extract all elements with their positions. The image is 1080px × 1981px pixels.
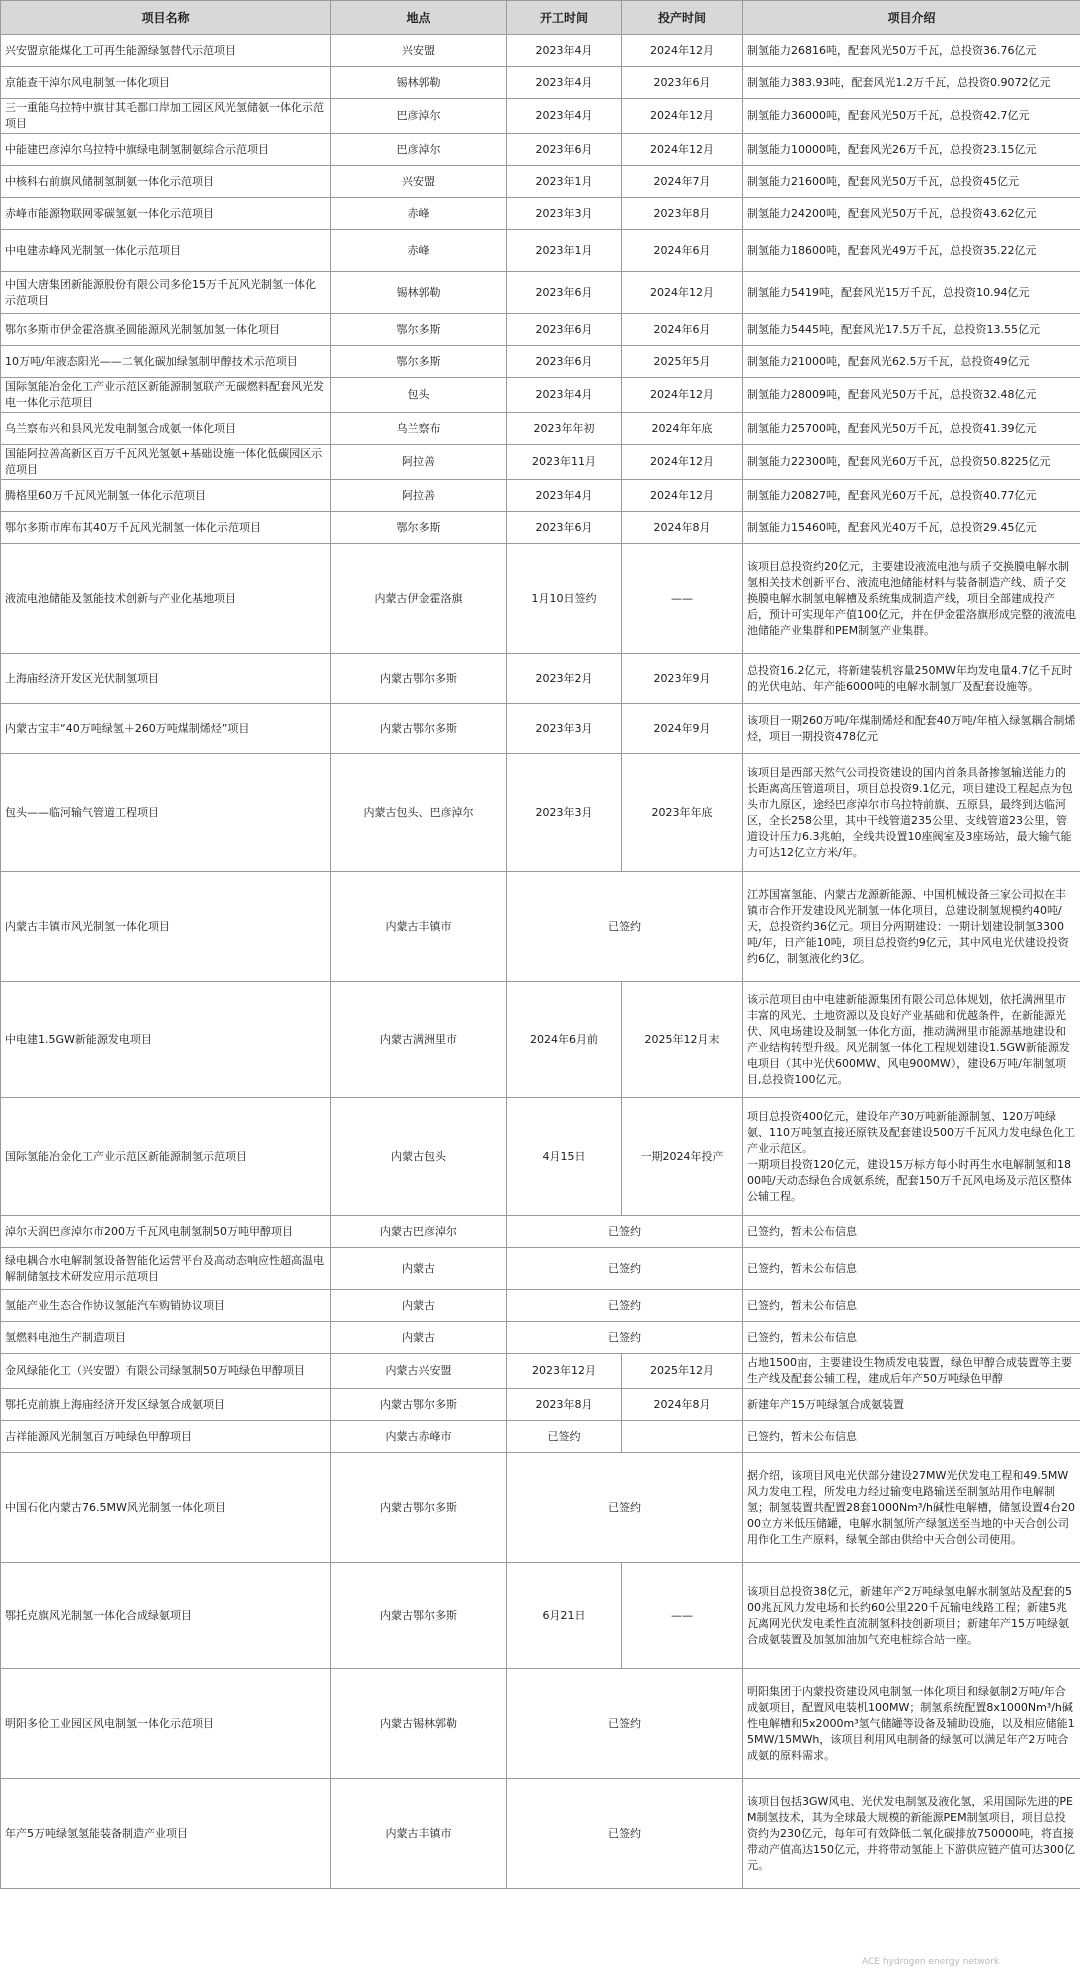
- table-row: [1, 230, 1080, 272]
- cell-status-merged: 已签约: [507, 1248, 743, 1290]
- table-row: [1, 1354, 1080, 1389]
- table-row: [1, 704, 1080, 754]
- cell-project-name: 腾格里60万千瓦风光制氢一体化示范项目: [1, 480, 331, 512]
- cell-project-name: 三一重能乌拉特中旗甘其毛都口岸加工园区风光氢储氨一体化示范项目: [1, 99, 331, 134]
- cell-start-time: 2023年6月: [507, 272, 622, 314]
- cell-production-time: 2024年12月: [622, 480, 743, 512]
- cell-start-time: 2023年11月: [507, 445, 622, 480]
- cell-location: 内蒙古: [331, 1290, 507, 1322]
- cell-start-time: 2023年8月: [507, 1389, 622, 1421]
- cell-project-name: 绿电耦合水电解制氢设备智能化运营平台及高动态响应性超高温电解制储氢技术研发应用示范项目: [1, 1248, 331, 1290]
- cell-location: 内蒙古丰镇市: [331, 872, 507, 982]
- table-row: [1, 445, 1080, 480]
- cell-project-intro: 制氢能力25700吨，配套风光50万千瓦，总投资41.39亿元: [743, 413, 1080, 445]
- cell-production-time: 2024年年底: [622, 413, 743, 445]
- cell-location: 内蒙古锡林郭勒: [331, 1669, 507, 1779]
- table-row: [1, 1322, 1080, 1354]
- table-row: [1, 1248, 1080, 1290]
- cell-project-name: 乌兰察布兴和县风光发电制氢合成氨一体化项目: [1, 413, 331, 445]
- cell-location: 内蒙古鄂尔多斯: [331, 1563, 507, 1669]
- cell-location: 包头: [331, 378, 507, 413]
- cell-project-name: 内蒙古丰镇市风光制氢一体化项目: [1, 872, 331, 982]
- cell-production-time: 2025年12月: [622, 1354, 743, 1389]
- cell-production-time: 2024年12月: [622, 134, 743, 166]
- cell-start-time: 2023年4月: [507, 35, 622, 67]
- cell-production-time: 2023年年底: [622, 754, 743, 872]
- cell-production-time: 2024年12月: [622, 272, 743, 314]
- table-row: [1, 1421, 1080, 1453]
- cell-project-intro: 制氢能力20827吨，配套风光60万千瓦，总投资40.77亿元: [743, 480, 1080, 512]
- cell-start-time: 2024年6月前: [507, 982, 622, 1098]
- cell-location: 内蒙古兴安盟: [331, 1354, 507, 1389]
- cell-location: 内蒙古: [331, 1248, 507, 1290]
- header-project-name: 项目名称: [1, 1, 331, 35]
- cell-start-time: 2023年6月: [507, 134, 622, 166]
- cell-location: 内蒙古包头、巴彦淖尔: [331, 754, 507, 872]
- cell-production-time: 2024年6月: [622, 314, 743, 346]
- cell-project-intro: 该项目是西部天然气公司投资建设的国内首条具备掺氢输送能力的长距离高压管道项目，项目总投资9.1亿元，项目建设工程起点为包头市九原区，途经巴彦淖尔市乌拉特前旗、五原县，最终到达临河区，全长258公里，其中干线管道235公里、支线管道23公里，管道设计压力6.3兆帕，全线共设置10座阀室及3座场站，最大输气能力可达12亿立方米/年。: [743, 754, 1080, 872]
- cell-start-time: 6月21日: [507, 1563, 622, 1669]
- cell-production-time: 2024年12月: [622, 35, 743, 67]
- cell-project-name: 氢能产业生态合作协议氢能汽车购销协议项目: [1, 1290, 331, 1322]
- table-row: [1, 67, 1080, 99]
- cell-project-intro: 制氢能力383.93吨，配套风光1.2万千瓦，总投资0.9072亿元: [743, 67, 1080, 99]
- cell-project-name: 鄂尔多斯市伊金霍洛旗圣圆能源风光制氢加氢一体化项目: [1, 314, 331, 346]
- table-row: [1, 872, 1080, 982]
- cell-start-time: 2023年6月: [507, 512, 622, 544]
- cell-project-intro: 项目总投资400亿元，建设年产30万吨新能源制氢、120万吨绿氨、110万吨氢直接还原铁及配套建设500万千瓦风力发电绿色化工产业示范区。 一期项目投资120亿元，建设15万标方每小时再生水电解制氢和1800吨/天动态绿色合成氨系统，配套150万千瓦风电场及示范区整体公辅工程。: [743, 1098, 1080, 1216]
- cell-production-time: 2024年7月: [622, 166, 743, 198]
- cell-location: 阿拉善: [331, 480, 507, 512]
- cell-start-time: 2023年1月: [507, 166, 622, 198]
- header-location: 地点: [331, 1, 507, 35]
- table-row: [1, 378, 1080, 413]
- table-row: [1, 1216, 1080, 1248]
- cell-start-time: 1月10日签约: [507, 544, 622, 654]
- cell-project-intro: 江苏国富氢能、内蒙古龙源新能源、中国机械设备三家公司拟在丰镇市合作开发建设风光制氢一体化项目，总建设制氢规模约40吨/天，总投资约36亿元。项目分两期建设：一期计划建设制氢3300吨/年，日产能10吨，项目总投资约9亿元，其中风电光伏建设投资约6亿，制氢液化约3亿。: [743, 872, 1080, 982]
- cell-production-time: ——: [622, 1563, 743, 1669]
- cell-project-intro: 制氢能力24200吨，配套风光50万千瓦，总投资43.62亿元: [743, 198, 1080, 230]
- cell-location: 鄂尔多斯: [331, 314, 507, 346]
- cell-production-time: 2024年8月: [622, 512, 743, 544]
- cell-project-name: 金风绿能化工（兴安盟）有限公司绿氢制50万吨绿色甲醇项目: [1, 1354, 331, 1389]
- watermark: ACE hydrogen energy network: [862, 1957, 1000, 1967]
- cell-production-time: ——: [622, 544, 743, 654]
- table-body: [1, 35, 1080, 1889]
- table-row: [1, 166, 1080, 198]
- table-row: [1, 754, 1080, 872]
- table-row: [1, 272, 1080, 314]
- cell-location: 鄂尔多斯: [331, 346, 507, 378]
- cell-project-name: 国际氢能冶金化工产业示范区新能源制氢联产无碳燃料配套风光发电一体化示范项目: [1, 378, 331, 413]
- cell-project-intro: 制氢能力5419吨，配套风光15万千瓦，总投资10.94亿元: [743, 272, 1080, 314]
- cell-location: 内蒙古满洲里市: [331, 982, 507, 1098]
- cell-project-intro: 制氢能力26816吨，配套风光50万千瓦，总投资36.76亿元: [743, 35, 1080, 67]
- cell-project-intro: 该项目总投资38亿元，新建年产2万吨绿氢电解水制氢站及配套的500兆瓦风力发电场和长约60公里220千瓦输电线路工程；新建5兆瓦离网光伏发电柔性直流制氢科技创新项目；新建年产15万吨绿氨合成氨装置及加氢加油加气充电桩综合站一座。: [743, 1563, 1080, 1669]
- cell-location: 内蒙古巴彦淖尔: [331, 1216, 507, 1248]
- cell-project-name: 鄂托克旗风光制氢一体化合成绿氨项目: [1, 1563, 331, 1669]
- cell-project-intro: 已签约，暂未公布信息: [743, 1290, 1080, 1322]
- cell-location: 锡林郭勒: [331, 272, 507, 314]
- cell-location: 内蒙古鄂尔多斯: [331, 1389, 507, 1421]
- cell-location: 锡林郭勒: [331, 67, 507, 99]
- cell-location: 内蒙古鄂尔多斯: [331, 1453, 507, 1563]
- cell-location: 兴安盟: [331, 166, 507, 198]
- cell-project-intro: 新建年产15万吨绿氢合成氨装置: [743, 1389, 1080, 1421]
- table-row: [1, 1669, 1080, 1779]
- table-row: [1, 198, 1080, 230]
- cell-project-intro: 制氢能力22300吨，配套风光60万千瓦，总投资50.8225亿元: [743, 445, 1080, 480]
- cell-location: 巴彦淖尔: [331, 134, 507, 166]
- cell-project-name: 鄂托克前旗上海庙经济开发区绿氢合成氨项目: [1, 1389, 331, 1421]
- cell-start-time: 2023年6月: [507, 346, 622, 378]
- header-project-intro: 项目介绍: [743, 1, 1080, 35]
- cell-production-time: 2023年6月: [622, 67, 743, 99]
- cell-production-time: 2024年12月: [622, 378, 743, 413]
- cell-location: 内蒙古丰镇市: [331, 1779, 507, 1889]
- cell-status-merged: 已签约: [507, 1669, 743, 1779]
- cell-project-intro: 制氢能力18600吨，配套风光49万千瓦，总投资35.22亿元: [743, 230, 1080, 272]
- cell-production-time: 一期2024年投产: [622, 1098, 743, 1216]
- table-row: [1, 314, 1080, 346]
- table-row: [1, 1453, 1080, 1563]
- cell-production-time: 2024年12月: [622, 99, 743, 134]
- cell-project-intro: 据介绍，该项目风电光伏部分建设27MW光伏发电工程和49.5MW风力发电工程，所发电力经过输变电路输送至制氢站用作电解制氢；制氢装置共配置28套1000Nm³/h碱性电解槽，储氢设置4台2000立方米低压储罐，电解水制氢所产绿氢送至当地的中天合创公司用作化工生产原料，绿氧全部由供给中天合创公司使用。: [743, 1453, 1080, 1563]
- cell-start-time: 2023年4月: [507, 99, 622, 134]
- cell-location: 乌兰察布: [331, 413, 507, 445]
- cell-start-time: 已签约: [507, 1421, 622, 1453]
- cell-project-intro: 该项目总投资约20亿元，主要建设液流电池与质子交换膜电解水制氢相关技术创新平台、液流电池储能材料与装备制造产线、质子交换膜电解水制氢电解槽及系统集成制造产线，项目全部建成投产后，预计可实现年产值100亿元，并在伊金霍洛旗形成完整的液流电池储能产业集群和PEM制氢产业集群。: [743, 544, 1080, 654]
- cell-project-name: 中能建巴彦淖尔乌拉特中旗绿电制氢制氨综合示范项目: [1, 134, 331, 166]
- table-row: [1, 982, 1080, 1098]
- cell-location: 内蒙古鄂尔多斯: [331, 704, 507, 754]
- cell-project-intro: 占地1500亩，主要建设生物质发电装置，绿色甲醇合成装置等主要生产线及配套公辅工程，建成后年产50万吨绿色甲醇: [743, 1354, 1080, 1389]
- cell-start-time: 2023年4月: [507, 378, 622, 413]
- cell-project-intro: 制氢能力21000吨，配套风光62.5万千瓦，总投资49亿元: [743, 346, 1080, 378]
- cell-project-name: 氢燃料电池生产制造项目: [1, 1322, 331, 1354]
- cell-start-time: 4月15日: [507, 1098, 622, 1216]
- table-header-row: [1, 1, 1080, 35]
- cell-project-name: 兴安盟京能煤化工可再生能源绿氢替代示范项目: [1, 35, 331, 67]
- cell-status-merged: 已签约: [507, 1322, 743, 1354]
- table-row: [1, 35, 1080, 67]
- cell-start-time: 2023年2月: [507, 654, 622, 704]
- cell-project-name: 包头——临河输气管道工程项目: [1, 754, 331, 872]
- cell-production-time: 2024年8月: [622, 1389, 743, 1421]
- cell-location: 内蒙古包头: [331, 1098, 507, 1216]
- cell-project-name: 京能查干淖尔风电制氢一体化项目: [1, 67, 331, 99]
- cell-status-merged: 已签约: [507, 1216, 743, 1248]
- cell-start-time: 2023年4月: [507, 67, 622, 99]
- table-row: [1, 1779, 1080, 1889]
- cell-project-name: 淖尔天润巴彦淖尔市200万千瓦风电制氢制50万吨甲醇项目: [1, 1216, 331, 1248]
- cell-start-time: 2023年1月: [507, 230, 622, 272]
- cell-location: 赤峰: [331, 230, 507, 272]
- cell-status-merged: 已签约: [507, 872, 743, 982]
- cell-location: 内蒙古鄂尔多斯: [331, 654, 507, 704]
- cell-production-time: [622, 1421, 743, 1453]
- cell-location: 内蒙古伊金霍洛旗: [331, 544, 507, 654]
- cell-project-intro: 制氢能力28009吨，配套风光50万千瓦，总投资32.48亿元: [743, 378, 1080, 413]
- cell-location: 内蒙古赤峰市: [331, 1421, 507, 1453]
- cell-status-merged: 已签约: [507, 1290, 743, 1322]
- cell-location: 鄂尔多斯: [331, 512, 507, 544]
- cell-project-name: 国能阿拉善高新区百万千瓦风光氢氨+基础设施一体化低碳园区示范项目: [1, 445, 331, 480]
- cell-project-name: 赤峰市能源物联网零碳氢氨一体化示范项目: [1, 198, 331, 230]
- table-row: [1, 654, 1080, 704]
- table-row: [1, 413, 1080, 445]
- cell-location: 赤峰: [331, 198, 507, 230]
- cell-project-name: 中国石化内蒙古76.5MW风光制氢一体化项目: [1, 1453, 331, 1563]
- cell-project-name: 中电建1.5GW新能源发电项目: [1, 982, 331, 1098]
- cell-project-intro: 该项目一期260万吨/年煤制烯烃和配套40万吨/年植入绿氢耦合制烯烃，项目一期投资478亿元: [743, 704, 1080, 754]
- cell-production-time: 2023年9月: [622, 654, 743, 704]
- cell-project-intro: 制氢能力10000吨，配套风光26万千瓦，总投资23.15亿元: [743, 134, 1080, 166]
- table-row: [1, 512, 1080, 544]
- cell-project-name: 明阳多伦工业园区风电制氢一体化示范项目: [1, 1669, 331, 1779]
- cell-project-intro: 制氢能力5445吨，配套风光17.5万千瓦，总投资13.55亿元: [743, 314, 1080, 346]
- cell-production-time: 2025年5月: [622, 346, 743, 378]
- cell-project-name: 内蒙古宝丰“40万吨绿氢＋260万吨煤制烯烃”项目: [1, 704, 331, 754]
- cell-project-name: 10万吨/年液态阳光——二氧化碳加绿氢制甲醇技术示范项目: [1, 346, 331, 378]
- cell-project-intro: 已签约，暂未公布信息: [743, 1216, 1080, 1248]
- cell-start-time: 2023年12月: [507, 1354, 622, 1389]
- cell-production-time: 2024年12月: [622, 445, 743, 480]
- cell-location: 巴彦淖尔: [331, 99, 507, 134]
- header-start-time: 开工时间: [507, 1, 622, 35]
- cell-production-time: 2025年12月末: [622, 982, 743, 1098]
- cell-project-name: 中核科右前旗风储制氢制氨一体化示范项目: [1, 166, 331, 198]
- table-row: [1, 544, 1080, 654]
- table-row: [1, 1290, 1080, 1322]
- cell-project-intro: 已签约，暂未公布信息: [743, 1322, 1080, 1354]
- cell-production-time: 2023年8月: [622, 198, 743, 230]
- cell-project-name: 年产5万吨绿氢氢能装备制造产业项目: [1, 1779, 331, 1889]
- cell-project-name: 吉祥能源风光制氢百万吨绿色甲醇项目: [1, 1421, 331, 1453]
- cell-start-time: 2023年6月: [507, 314, 622, 346]
- cell-project-name: 中电建赤峰风光制氢一体化示范项目: [1, 230, 331, 272]
- cell-start-time: 2023年3月: [507, 704, 622, 754]
- cell-status-merged: 已签约: [507, 1453, 743, 1563]
- cell-project-intro: 该示范项目由中电建新能源集团有限公司总体规划，依托满洲里市丰富的风光、土地资源以及良好产业基础和优越条件，在新能源光伏、风电场建设及制氢一体化方面，推动满洲里市能源基地建设和产业结构转型升级。风光制氢一体化工程规划建设1.5GW新能源发电项目（其中光伏600MW、风电900MW），建设6万吨/年制氢项目,总投资100亿元。: [743, 982, 1080, 1098]
- cell-location: 内蒙古: [331, 1322, 507, 1354]
- cell-project-intro: 该项目包括3GW风电、光伏发电制氢及液化氢，采用国际先进的PEM制氢技术，其为全球最大规模的新能源PEM制氢项目，项目总投资约为230亿元，每年可有效降低二氧化碳排放750000吨，将直接带动产值高达150亿元，并将带动氢能上下游供应链产值可达300亿元。: [743, 1779, 1080, 1889]
- cell-location: 阿拉善: [331, 445, 507, 480]
- cell-project-name: 中国大唐集团新能源股份有限公司多伦15万千瓦风光制氢一体化示范项目: [1, 272, 331, 314]
- table-row: [1, 1098, 1080, 1216]
- table-row: [1, 346, 1080, 378]
- table-row: [1, 1563, 1080, 1669]
- table-row: [1, 480, 1080, 512]
- cell-project-intro: 已签约，暂未公布信息: [743, 1421, 1080, 1453]
- cell-project-intro: 已签约，暂未公布信息: [743, 1248, 1080, 1290]
- table-row: [1, 134, 1080, 166]
- cell-project-name: 国际氢能冶金化工产业示范区新能源制氢示范项目: [1, 1098, 331, 1216]
- cell-project-intro: 制氢能力36000吨，配套风光50万千瓦，总投资42.7亿元: [743, 99, 1080, 134]
- table-row: [1, 1389, 1080, 1421]
- cell-project-intro: 明阳集团于内蒙投资建设风电制氢一体化项目和绿氨制2万吨/年合成氨项目，配置风电装机100MW；制氢系统配置8x1000Nm³/h碱性电解槽和5x2000m³氢气储罐等设备及辅助设施，以及相应储能15MW/15MWh，该项目利用风电制备的绿氢可以满足年产2万吨合成氨的原料需求。: [743, 1669, 1080, 1779]
- cell-start-time: 2023年3月: [507, 198, 622, 230]
- cell-project-intro: 总投资16.2亿元，将新建装机容量250MW年均发电量4.7亿千瓦时的光伏电站、年产能6000吨的电解水制氢厂及配套设施等。: [743, 654, 1080, 704]
- cell-project-intro: 制氢能力21600吨，配套风光50万千瓦，总投资45亿元: [743, 166, 1080, 198]
- cell-start-time: 2023年年初: [507, 413, 622, 445]
- cell-status-merged: 已签约: [507, 1779, 743, 1889]
- cell-project-name: 鄂尔多斯市库布其40万千瓦风光制氢一体化示范项目: [1, 512, 331, 544]
- table-row: [1, 99, 1080, 134]
- header-production-time: 投产时间: [622, 1, 743, 35]
- cell-project-name: 液流电池储能及氢能技术创新与产业化基地项目: [1, 544, 331, 654]
- cell-production-time: 2024年6月: [622, 230, 743, 272]
- cell-start-time: 2023年4月: [507, 480, 622, 512]
- cell-location: 兴安盟: [331, 35, 507, 67]
- cell-project-name: 上海庙经济开发区光伏制氢项目: [1, 654, 331, 704]
- cell-project-intro: 制氢能力15460吨，配套风光40万千瓦，总投资29.45亿元: [743, 512, 1080, 544]
- cell-production-time: 2024年9月: [622, 704, 743, 754]
- cell-start-time: 2023年3月: [507, 754, 622, 872]
